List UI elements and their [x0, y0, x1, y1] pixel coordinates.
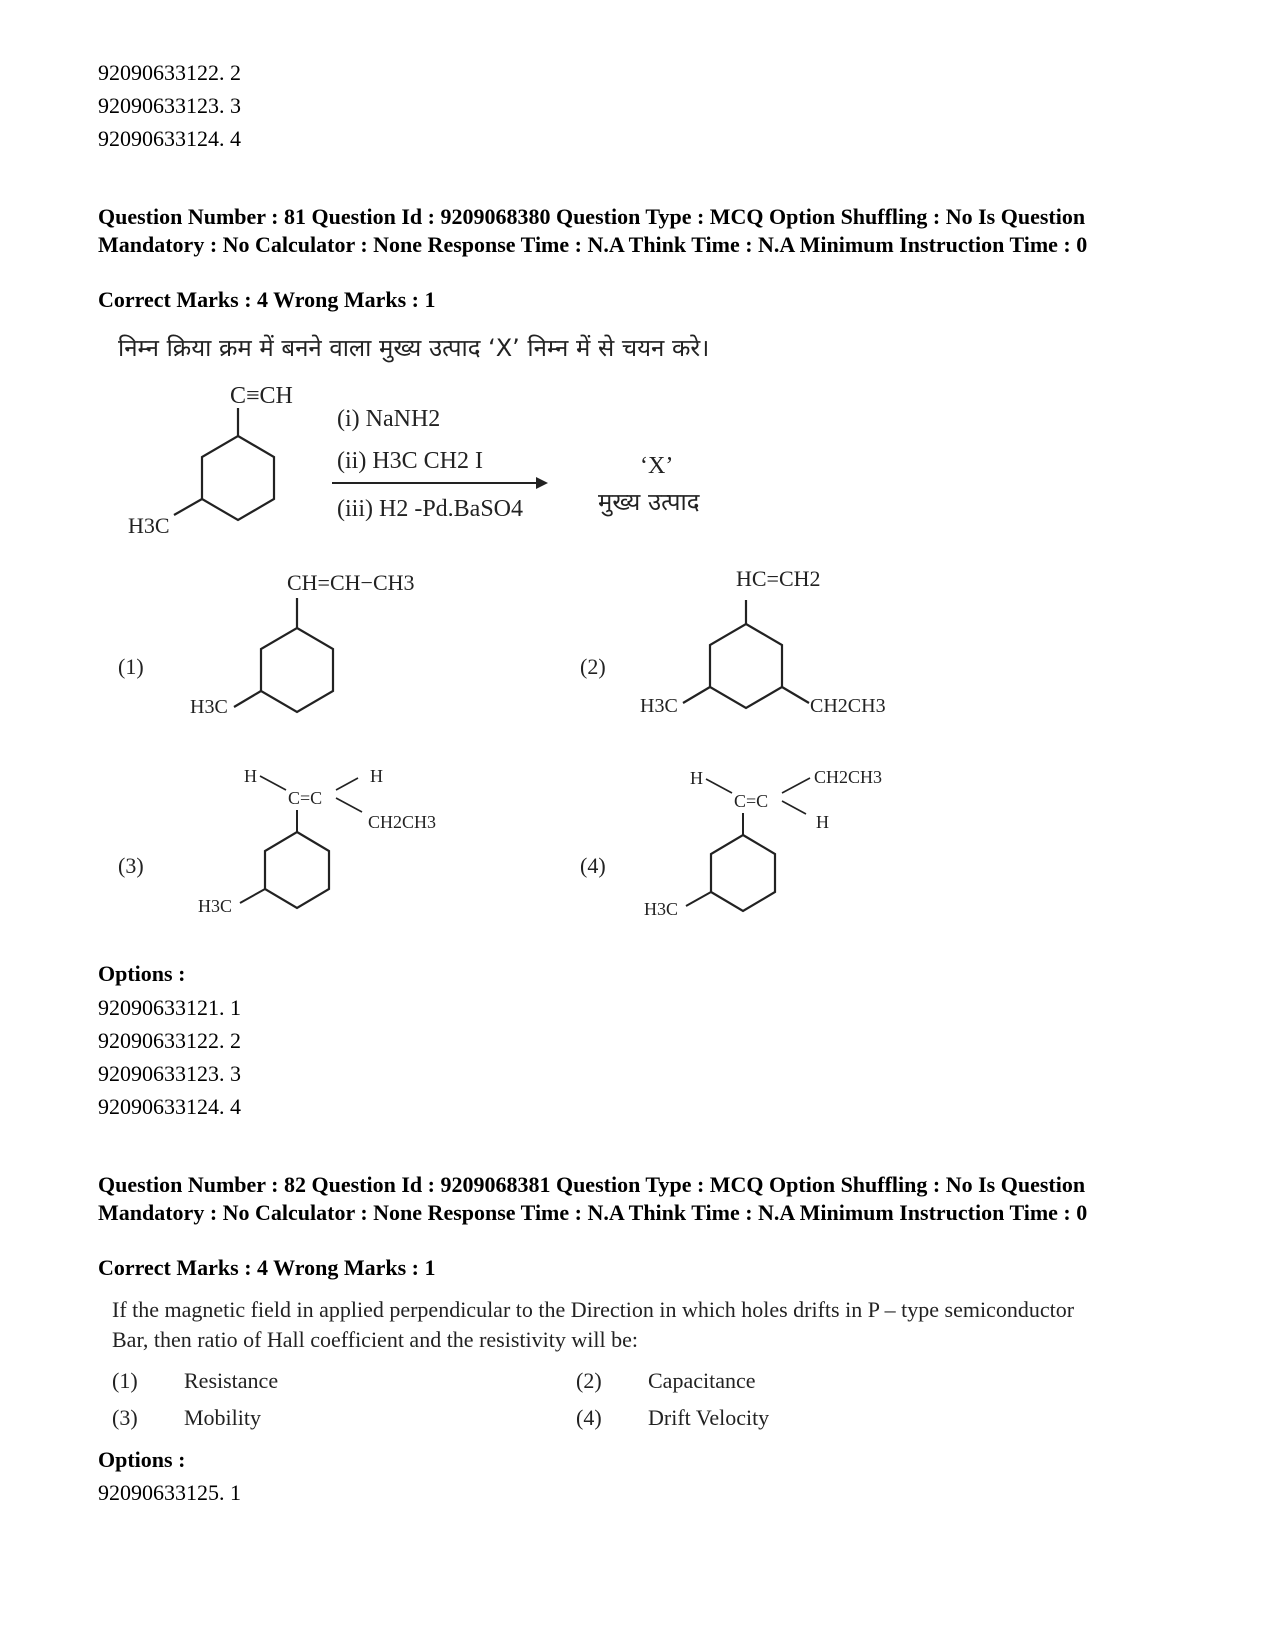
- reaction-step-2: (ii) H3C CH2 I: [337, 448, 483, 474]
- option-line: 92090633122. 2: [98, 60, 241, 85]
- reaction-step-3: (iii) H2 -Pd.BaSO4: [337, 496, 523, 522]
- choice-4-h-right: H: [816, 812, 829, 832]
- option-line: 92090633125. 1: [98, 1480, 241, 1505]
- q82-question-text: If the magnetic field in applied perpendicular to the Direction in which holes drifts in P – type semiconductor Bar, then ratio of Hall coefficient and the resistivity will be:: [112, 1297, 1075, 1352]
- reaction-start-structure: [128, 383, 293, 538]
- reaction-step-1: (i) NaNH2: [337, 406, 441, 432]
- q81-prompt: निम्न क्रिया क्रम में बनने वाला मुख्य उत्पाद ‘X’ निम्न में से चयन करे।: [118, 334, 710, 362]
- choice-4-h-left: H: [690, 768, 703, 788]
- q81-marks: Correct Marks : 4 Wrong Marks : 1: [98, 287, 436, 312]
- option-line: 92090633124. 4: [98, 1094, 241, 1119]
- q82-options-label: Options :: [98, 1447, 186, 1472]
- q81-question-image: [100, 328, 930, 948]
- choice-label: Resistance: [184, 1368, 279, 1393]
- choice-number: (1): [112, 1368, 138, 1393]
- q81-options-label: Options :: [98, 961, 186, 986]
- choice-2-structure: [683, 600, 809, 708]
- q82-choice-2: [576, 1368, 756, 1394]
- choice-3-h-left: H: [244, 766, 257, 786]
- choice-label: Mobility: [184, 1405, 262, 1430]
- choice-number: (4): [576, 1405, 602, 1430]
- choice-2-ethyl: CH2CH3: [810, 695, 886, 717]
- reaction-product-label: ‘X’: [640, 453, 674, 479]
- choice-2-substituent: HC=CH2: [736, 566, 821, 591]
- q82-marks: Correct Marks : 4 Wrong Marks : 1: [98, 1255, 436, 1280]
- option-line: 92090633123. 3: [98, 93, 241, 118]
- choice-3-number: (3): [118, 853, 144, 878]
- reaction-product-caption: मुख्य उत्पाद: [598, 488, 700, 516]
- q81-figure: [100, 328, 930, 948]
- reaction-start-methyl: H3C: [128, 513, 170, 538]
- option-line: 92090633122. 2: [98, 1028, 241, 1053]
- choice-1-methyl: H3C: [190, 696, 228, 718]
- choice-4-methyl: H3C: [644, 899, 679, 919]
- choice-3-double-bond: C=C: [288, 788, 323, 808]
- choice-number: (2): [576, 1368, 602, 1393]
- reaction-start-substituent: C≡CH: [230, 383, 293, 409]
- q82-choice-1: [112, 1368, 278, 1394]
- q81-meta: Question Number : 81 Question Id : 9209068380 Question Type : MCQ Option Shuffling : No Is Question Mandatory : No Calculator : None Response Time : N.A Think Time : N.A Minimum Instruction Time : 0: [98, 204, 1088, 257]
- option-line: 92090633121. 1: [98, 995, 241, 1020]
- choice-1-substituent: CH=CH−CH3: [287, 570, 415, 595]
- choice-3-methyl: H3C: [198, 896, 233, 916]
- choice-label: Capacitance: [648, 1368, 756, 1393]
- option-line: 92090633124. 4: [98, 126, 241, 151]
- choice-2-number: (2): [580, 654, 606, 679]
- choice-2-methyl: H3C: [640, 695, 678, 717]
- q82-choice-3: [112, 1405, 261, 1431]
- reaction-arrowhead: [536, 477, 548, 489]
- choice-4-ethyl: CH2CH3: [814, 767, 883, 787]
- choice-label: Drift Velocity: [648, 1405, 770, 1430]
- q82-meta: Question Number : 82 Question Id : 9209068381 Question Type : MCQ Option Shuffling : No Is Question Mandatory : No Calculator : None Response Time : N.A Think Time : N.A Minimum Instruction Time : 0: [98, 1172, 1088, 1225]
- choice-3-ethyl: CH2CH3: [368, 812, 437, 832]
- choice-3-h-right: H: [370, 766, 383, 786]
- option-line: 92090633123. 3: [98, 1061, 241, 1086]
- q82-choice-4: [576, 1405, 769, 1431]
- choice-4-double-bond: C=C: [734, 791, 769, 811]
- choice-number: (3): [112, 1405, 138, 1430]
- choice-1-structure: [234, 598, 333, 712]
- choice-1-number: (1): [118, 654, 144, 679]
- choice-4-number: (4): [580, 853, 606, 878]
